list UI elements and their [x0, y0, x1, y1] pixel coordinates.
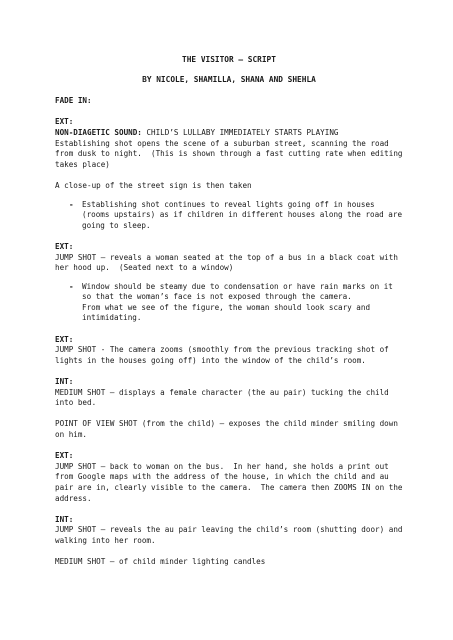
script-authors: BY NICOLE, SHAMILLA, SHANA AND SHEHLA: [142, 74, 316, 84]
section-heading: INT:: [55, 377, 74, 387]
paragraph: JUMP SHOT – reveals a woman seated at the top of a bus in a black coat with her hood up. (Seated next to a window): [55, 252, 403, 273]
bullet-text: Establishing shot continues to reveal lights going off in houses (rooms upstairs) as if children in different houses along the road are going to sleep.: [82, 199, 403, 230]
bullet-list: [55, 282, 403, 303]
section-heading: EXT:: [55, 334, 74, 344]
sound-label: NON-DIAGETIC SOUND:: [55, 127, 142, 137]
sound-line: [55, 128, 403, 139]
section-heading: EXT:: [55, 451, 74, 461]
section-ext-2: [55, 242, 403, 324]
paragraph: Establishing shot opens the scene of a suburban street, scanning the road from dusk to night. (This is shown through a fast cutting rate when editing takes place): [55, 138, 408, 169]
script-title: THE VISITOR – SCRIPT: [182, 55, 276, 64]
bullet-continuation: From what we see of the figure, the woman should look scary and intimidating.: [82, 302, 371, 323]
section-ext-1: [55, 117, 408, 231]
dash-bullet-icon: -: [69, 281, 74, 291]
paragraph: JUMP SHOT – reveals the au pair leaving the child’s room (shutting door) and walking into her room.: [55, 525, 408, 545]
section-int-1: [55, 377, 403, 441]
paragraph: MEDIUM SHOT – of child minder lighting candles: [55, 557, 266, 567]
paragraph: JUMP SHOT - The camera zooms (smoothly from the previous tracking shot of lights in the houses going off) into the window of the child’s room.: [55, 345, 394, 365]
dash-bullet-icon: -: [69, 199, 74, 209]
section-int-2: [55, 514, 408, 568]
paragraph: MEDIUM SHOT – displays a female character (the au pair) tucking the child into bed.: [55, 387, 394, 408]
paragraph: POINT OF VIEW SHOT (from the child) – exposes the child minder smiling down on him.: [55, 419, 403, 439]
sound-description: CHILD’S LULLABY IMMEDIATELY STARTS PLAYING: [141, 127, 339, 137]
section-heading: INT:: [55, 514, 74, 524]
bullet-item: [55, 200, 403, 232]
bullet-list: [55, 200, 403, 232]
section-ext-3: [55, 335, 403, 367]
bullet-item: [55, 282, 403, 303]
section-heading: EXT:: [55, 241, 74, 251]
paragraph: A close-up of the street sign is then taken: [55, 180, 252, 190]
section-heading: EXT:: [55, 117, 74, 127]
bullet-text: Window should be steamy due to condensation or have rain marks on it so that the woman’s face is not exposed through the camera.: [82, 281, 393, 302]
section-ext-4: [55, 451, 408, 504]
paragraph: JUMP SHOT – back to woman on the bus. In her hand, she holds a print out from Google maps with the address of the house, in which the child and au pair are in, clearly visible to the camera. The camera then ZOOMS IN on the address.: [55, 461, 408, 503]
fade-in-heading: FADE IN:: [55, 96, 92, 106]
